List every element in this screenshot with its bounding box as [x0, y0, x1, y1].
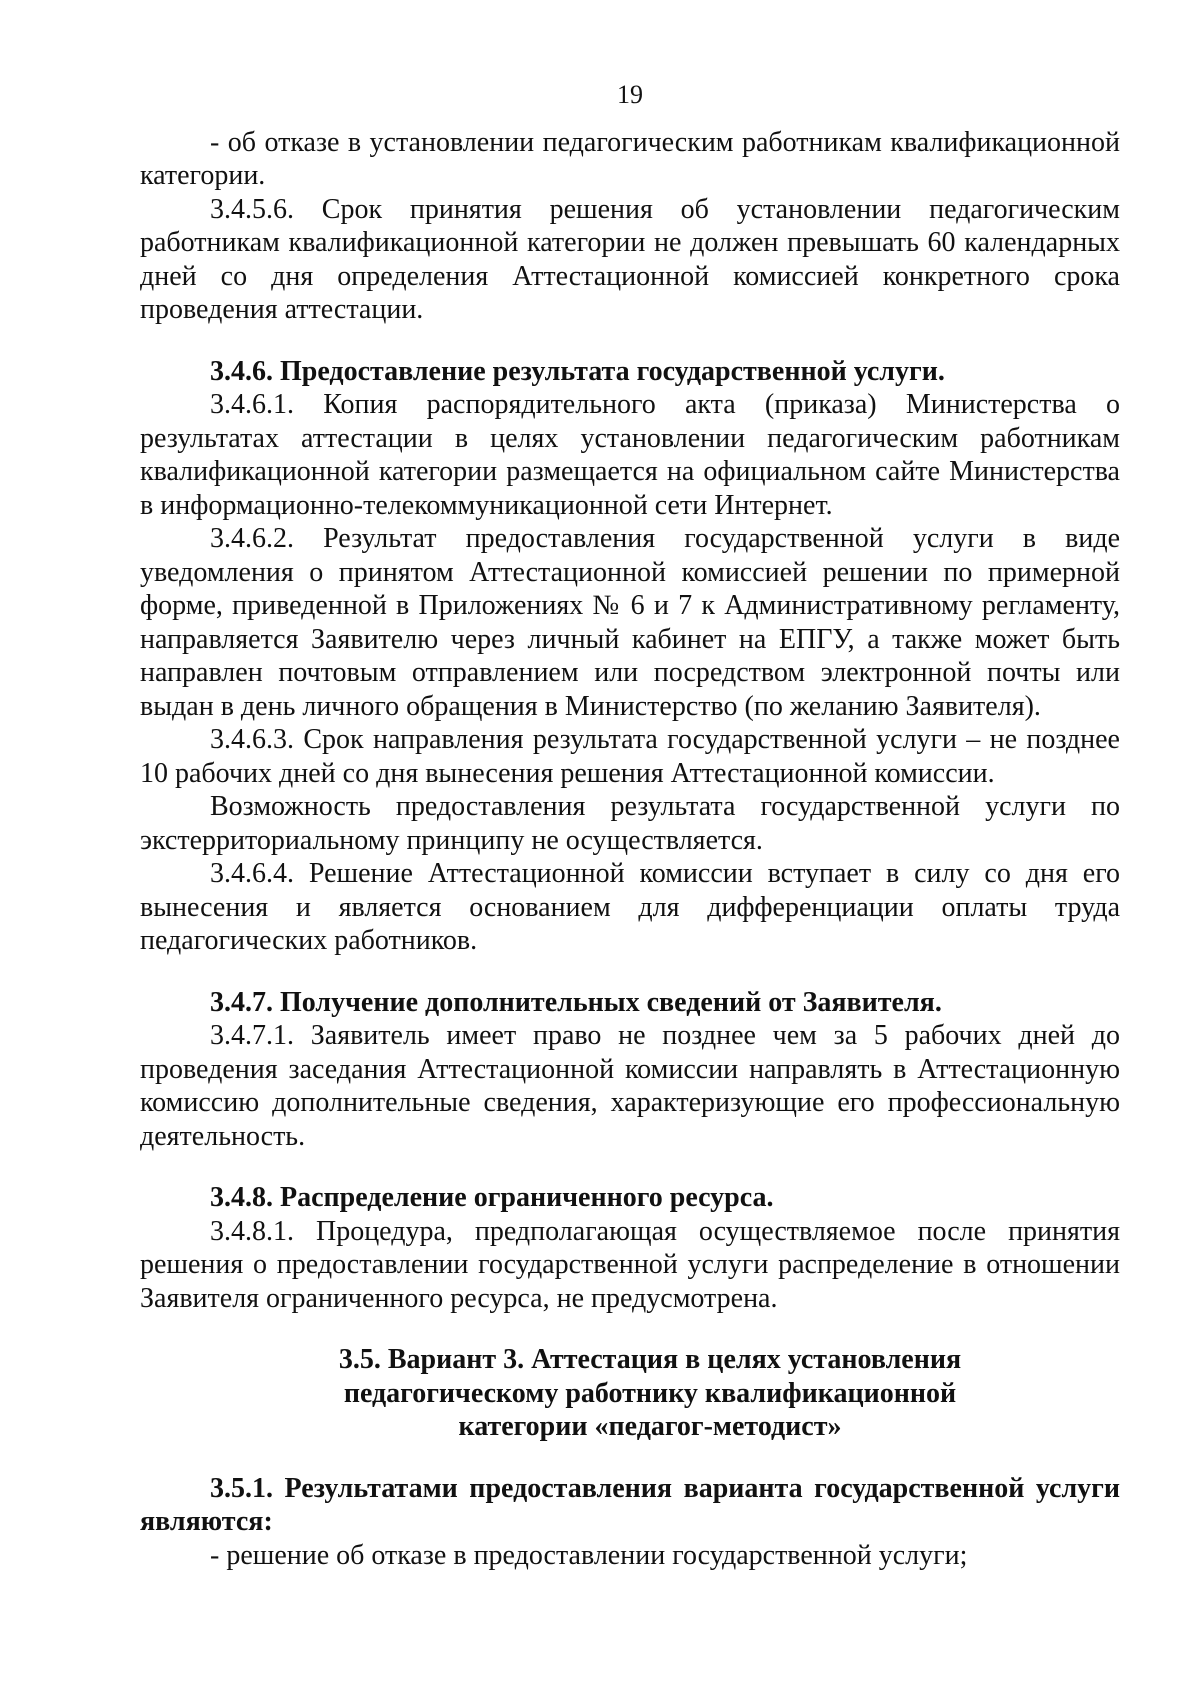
heading-3-4-6: 3.4.6. Предоставление результата государственной услуги.: [210, 355, 945, 387]
paragraph-3-4-6-2: 3.4.6.2. Результат предоставления государственной услуги в виде уведомления о принятом Аттестационной комиссией решении по примерной форме, приведенной в Приложениях № 6 и 7 к Административному регламенту, направляется Заявителю через личный кабинет на ЕПГУ, а также может быть направлен почтовым отправлением или посредством электронной почты или выдан в день личного обращения в Министерство (по желанию Заявителя).: [140, 523, 1120, 722]
paragraph-3-4-8-1: 3.4.8.1. Процедура, предполагающая осуществляемое после принятия решения о предоставлении государственной услуги распределение в отношении Заявителя ограниченного ресурса, не предусмотрена.: [140, 1215, 1120, 1314]
paragraph-3-4-7-1: 3.4.7.1. Заявитель имеет право не позднее чем за 5 рабочих дней до проведения заседания Аттестационной комиссии направлять в Аттестационную комиссию дополнительные сведения, характеризующие его профессиональную деятельность.: [140, 1020, 1120, 1152]
paragraph-3-5-1: 3.5.1. Результатами предоставления варианта государственной услуги являются:: [140, 1472, 1120, 1537]
heading-3-4-8: 3.4.8. Распределение ограниченного ресурса.: [210, 1182, 774, 1213]
section-heading-line-1: 3.5. Вариант 3. Аттестация в целях установления: [338, 1344, 962, 1375]
page-number: 19: [617, 80, 643, 109]
heading-3-4-7: 3.4.7. Получение дополнительных сведений от Заявителя.: [210, 986, 942, 1018]
paragraph-3-4-6-4: 3.4.6.4. Решение Аттестационной комиссии вступает в силу со дня его вынесения и является основанием для дифференциации оплаты труда педагогических работников.: [140, 858, 1120, 956]
section-heading-3-5: [180, 1343, 1120, 1444]
paragraph-3-4-6-1: 3.4.6.1. Копия распорядительного акта (приказа) Министерства о результатах аттестации в целях установлении педагогическим работникам квалификационной категории размещается на официальном сайте Министерства в информационно-телекоммуникационной сети Интернет.: [140, 389, 1120, 521]
paragraph-refusal-decision: - решение об отказе в предоставлении государственной услуги;: [210, 1539, 968, 1571]
document-page: [140, 78, 1120, 1572]
paragraph-3-4-6-3: 3.4.6.3. Срок направления результата государственной услуги – не позднее 10 рабочих дней со дня вынесения решения Аттестационной комиссии.: [140, 724, 1120, 789]
section-heading-line-2: педагогическому работнику квалификационной: [343, 1377, 957, 1409]
section-heading-line-3: категории «педагог-методист»: [458, 1411, 842, 1442]
paragraph-refusal: - об отказе в установлении педагогическим работникам квалификационной категории.: [140, 126, 1120, 191]
paragraph-extraterritorial: Возможность предоставления результата государственной услуги по экстерриториальному принципу не осуществляется.: [140, 791, 1120, 856]
paragraph-3-4-5-6: 3.4.5.6. Срок принятия решения об установлении педагогическим работникам квалификационной категории не должен превышать 60 календарных дней со дня определения Аттестационной комиссией конкретного срока проведения аттестации.: [140, 193, 1120, 325]
